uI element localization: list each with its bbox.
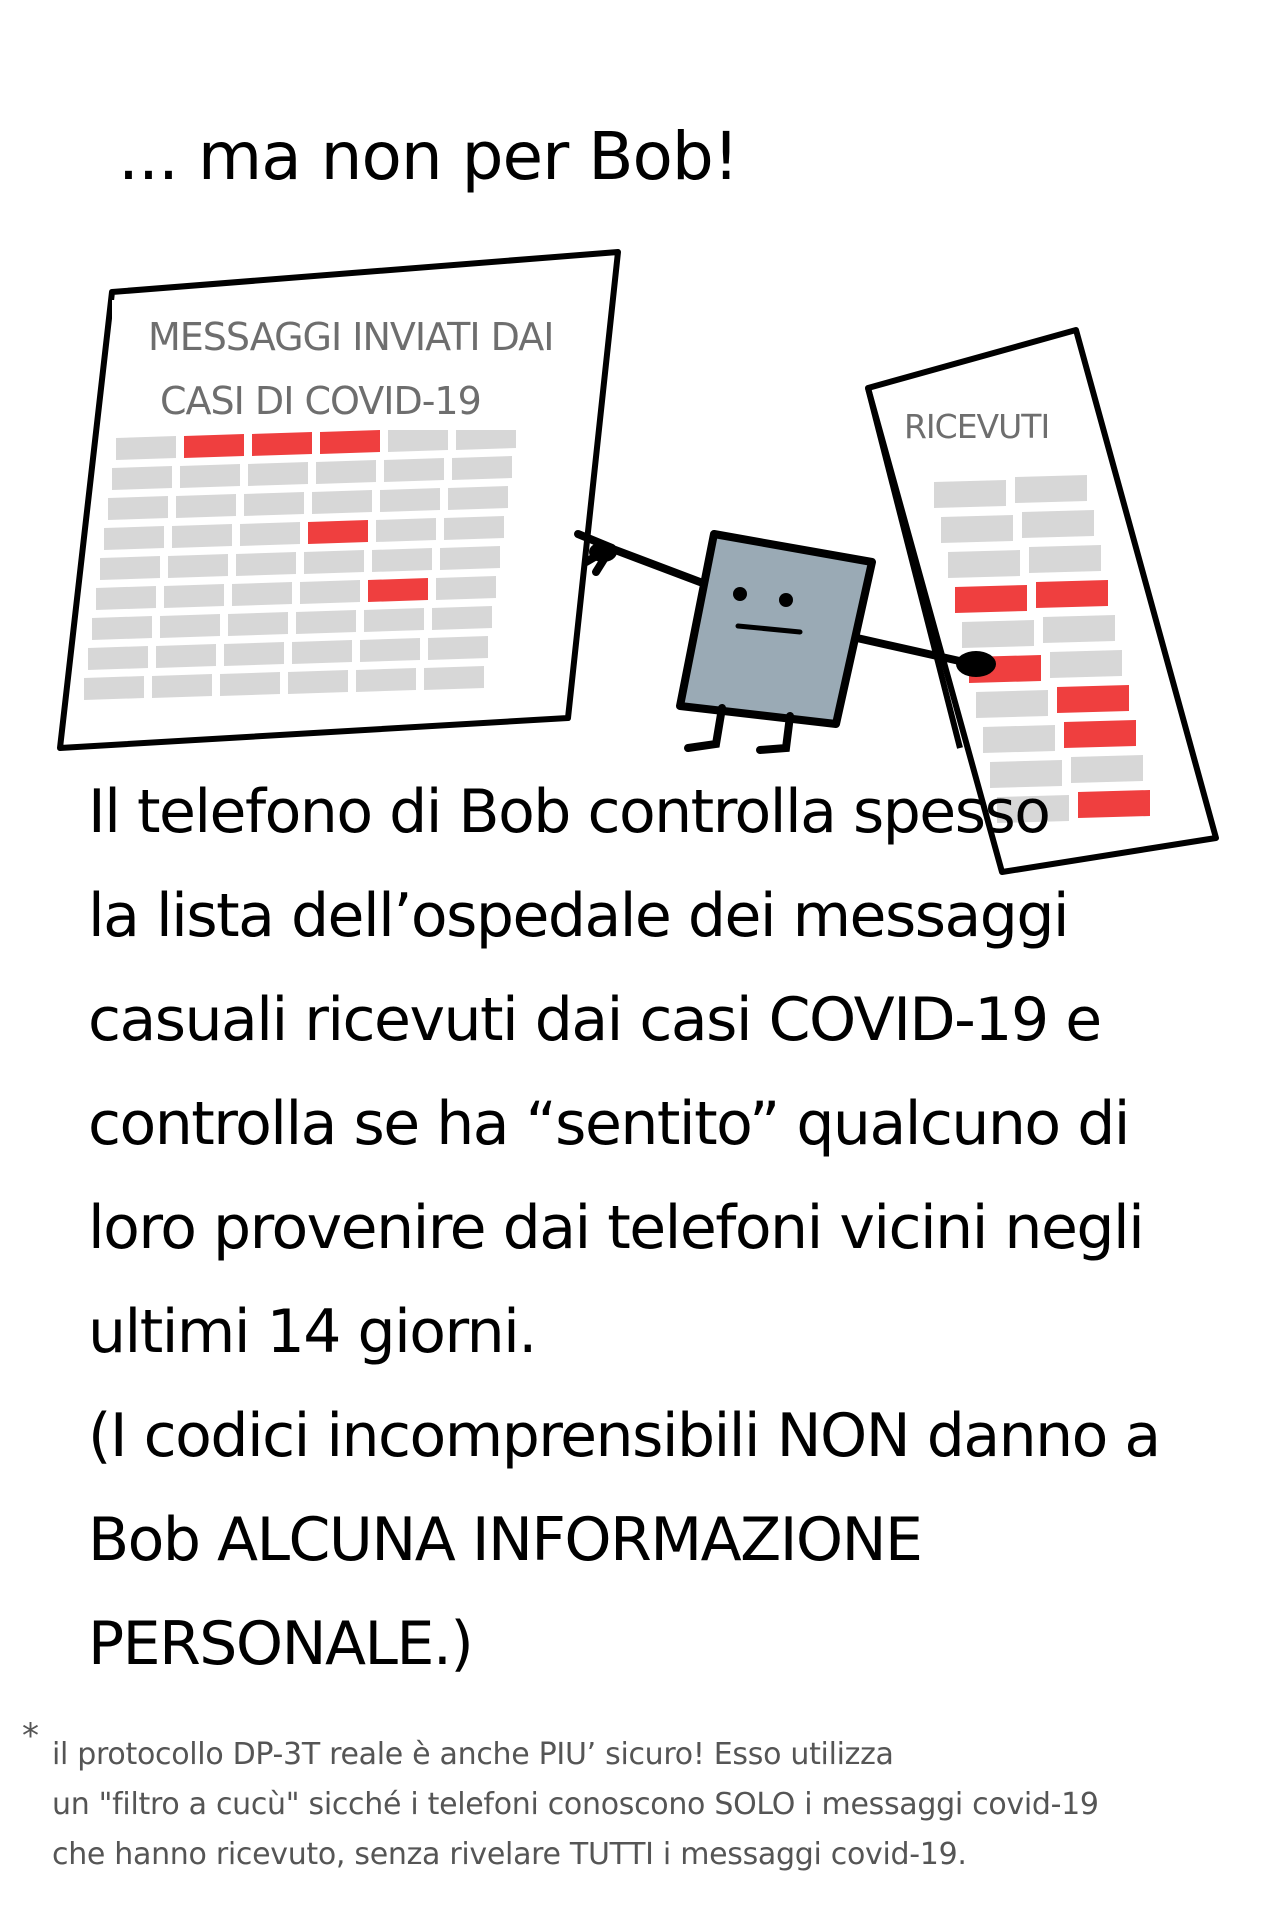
grid-cell-red <box>320 430 380 454</box>
footnote <box>22 1716 1242 1880</box>
grid-cell <box>388 428 448 452</box>
grid-cell <box>448 486 508 510</box>
grid-cell <box>108 496 168 520</box>
grid-cell <box>164 584 224 608</box>
grid-cell <box>934 480 1006 508</box>
grid-cell <box>220 672 280 696</box>
grid-cell-red <box>955 585 1027 613</box>
footnote-line: che hanno ricevuto, senza rivelare TUTTI i messaggi covid-19. <box>52 1837 967 1872</box>
grid-cell <box>304 550 364 574</box>
grid-cell <box>1050 650 1122 678</box>
grid-cell <box>312 490 372 514</box>
body-line: Il telefono di Bob controlla spesso <box>88 777 1050 847</box>
grid-cell <box>160 614 220 638</box>
grid-cell <box>176 494 236 518</box>
grid-cell <box>172 524 232 548</box>
received-sheet-title: RICEVUTI <box>904 407 1050 446</box>
grid-cell <box>100 556 160 580</box>
sent-sheet-title-line2: CASI DI COVID-19 <box>160 379 481 423</box>
grid-cell <box>356 668 416 692</box>
grid-cell <box>364 608 424 632</box>
footnote-marker: * <box>22 1716 39 1756</box>
grid-cell <box>180 464 240 488</box>
grid-cell <box>428 636 488 660</box>
grid-cell <box>244 492 304 516</box>
grid-cell <box>300 580 360 604</box>
grid-cell <box>436 576 496 600</box>
grid-cell <box>983 725 1055 753</box>
grid-cell <box>296 610 356 634</box>
grid-cell <box>84 676 144 700</box>
grid-cell-red <box>368 578 428 602</box>
grid-cell-red <box>184 434 244 458</box>
grid-cell <box>941 515 1013 543</box>
grid-cell <box>444 516 504 540</box>
grid-cell <box>360 638 420 662</box>
grid-cell-red <box>1036 580 1108 608</box>
grid-cell <box>292 640 352 664</box>
grid-cell <box>424 666 484 690</box>
footnote-line: un "filtro a cucù" sicché i telefoni conoscono SOLO i messaggi covid-19 <box>52 1787 1099 1822</box>
grid-cell <box>232 582 292 606</box>
grid-cell <box>976 690 1048 718</box>
grid-cell <box>1015 475 1087 503</box>
grid-cell <box>432 606 492 630</box>
grid-cell <box>248 462 308 486</box>
grid-cell <box>152 674 212 698</box>
grid-cell-red <box>308 520 368 544</box>
grid-cell <box>236 552 296 576</box>
grid-cell <box>1043 615 1115 643</box>
grid-cell <box>228 612 288 636</box>
grid-cell <box>156 644 216 668</box>
grid-cell-red <box>252 432 312 456</box>
body-line: loro provenire dai telefoni vicini negli <box>88 1193 1144 1263</box>
grid-cell <box>372 548 432 572</box>
footnote-line: il protocollo DP-3T reale è anche PIU’ sicuro! Esso utilizza <box>52 1737 894 1772</box>
grid-cell <box>316 460 376 484</box>
body-line: la lista dell’ospedale dei messaggi <box>88 881 1069 951</box>
grid-cell <box>948 550 1020 578</box>
body-line: PERSONALE.) <box>88 1609 473 1679</box>
grid-cell <box>240 522 300 546</box>
grid-cell-red <box>1064 720 1136 748</box>
grid-cell <box>224 642 284 666</box>
sent-messages-sheet <box>60 252 618 748</box>
grid-cell <box>376 518 436 542</box>
grid-cell <box>116 436 176 460</box>
body-line: ultimi 14 giorni. <box>88 1297 536 1367</box>
body-text <box>88 760 1208 1696</box>
grid-cell <box>440 546 500 570</box>
sent-sheet-title-line1: MESSAGGI INVIATI DAI <box>148 315 554 359</box>
grid-cell <box>168 554 228 578</box>
grid-cell <box>1029 545 1101 573</box>
body-line: casuali ricevuti dai casi COVID-19 e <box>88 985 1101 1055</box>
grid-cell <box>962 620 1034 648</box>
grid-cell <box>92 616 152 640</box>
body-line: Bob ALCUNA INFORMAZIONE <box>88 1505 922 1575</box>
body-line: controlla se ha “sentito” qualcuno di <box>88 1089 1129 1159</box>
grid-cell <box>384 458 444 482</box>
grid-cell <box>88 646 148 670</box>
grid-cell-red <box>1057 685 1129 713</box>
grid-cell <box>288 670 348 694</box>
grid-cell <box>96 586 156 610</box>
grid-cell <box>1022 510 1094 538</box>
grid-cell <box>452 456 512 480</box>
grid-cell <box>104 526 164 550</box>
body-line: (I codici incomprensibili NON danno a <box>88 1401 1160 1471</box>
grid-cell <box>112 466 172 490</box>
grid-cell <box>380 488 440 512</box>
heading: ... ma non per Bob! <box>118 118 739 195</box>
